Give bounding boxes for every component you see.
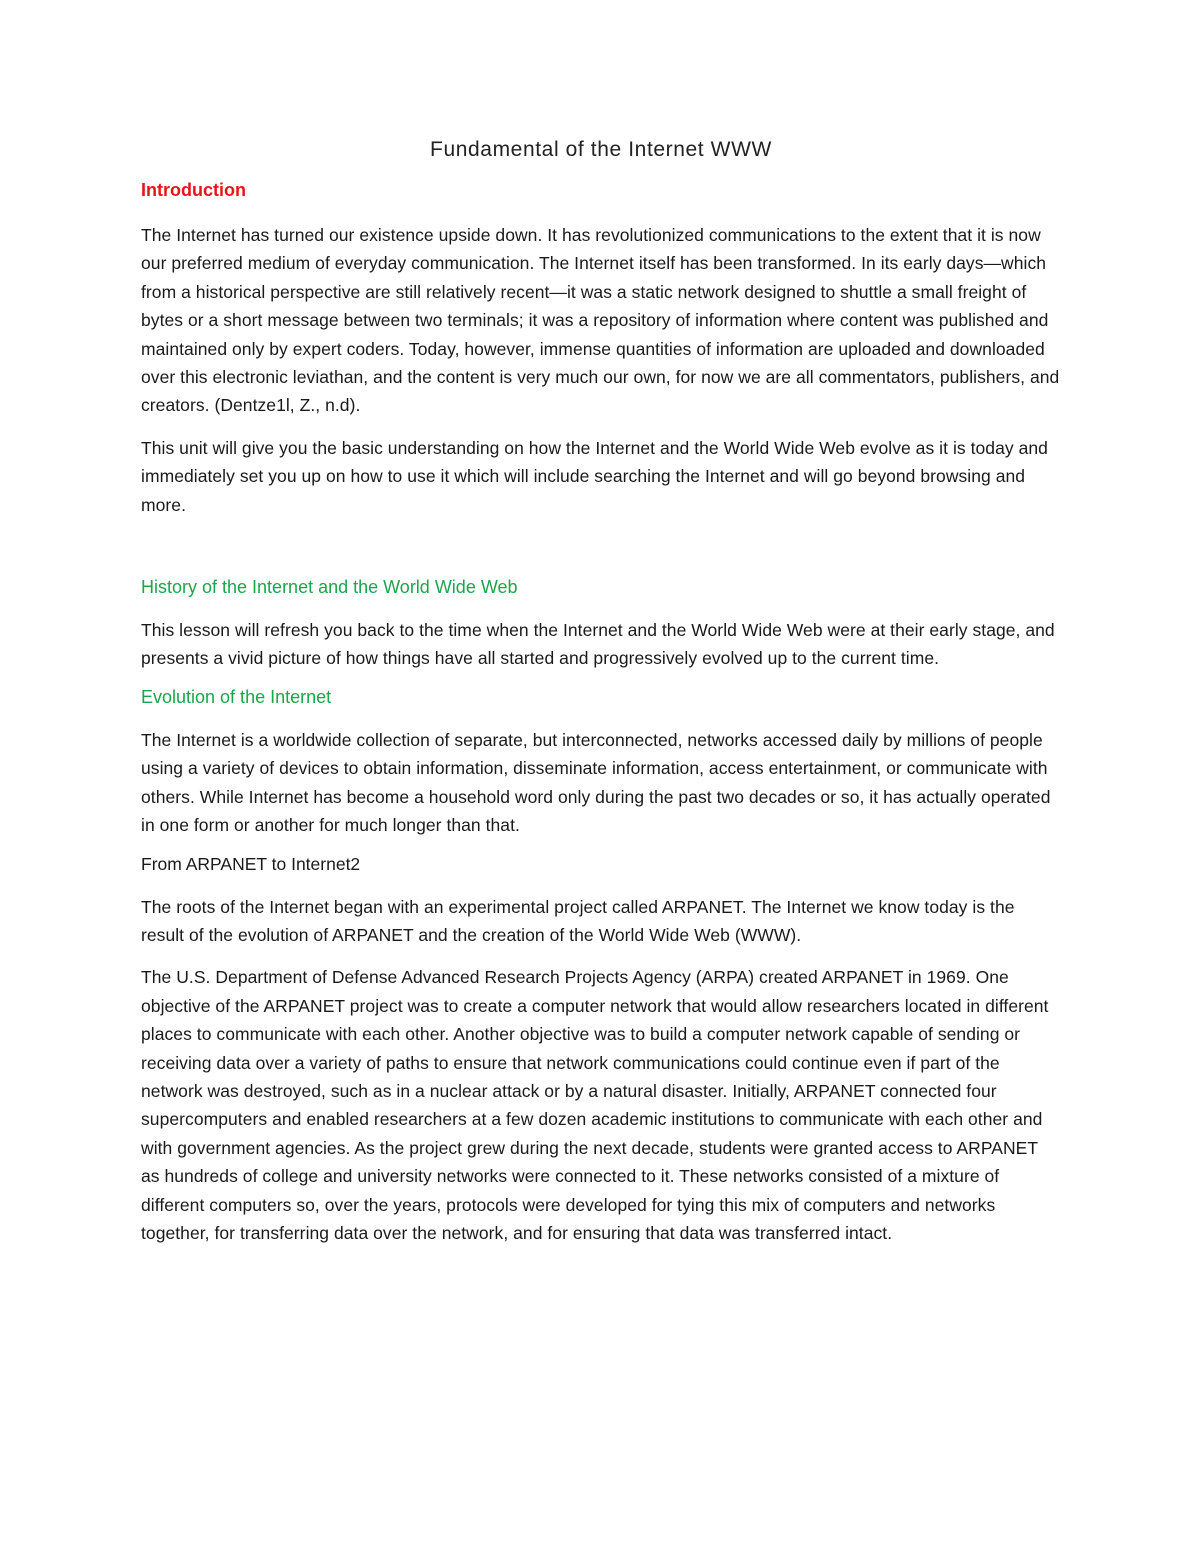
document-content [141, 138, 1061, 1261]
evolution-heading: Evolution of the Internet [141, 686, 332, 707]
introduction-paragraph-2: This unit will give you the basic understanding on how the Internet and the World Wide Web evolve as it is today and immediately set you up on how to use it which will include searching the Internet and will go beyond browsing and more. [141, 437, 1048, 515]
history-heading: History of the Internet and the World Wide Web [141, 577, 518, 598]
section-spacer [141, 533, 1061, 577]
arpanet-heading: From ARPANET to Internet2 [141, 853, 361, 874]
arpanet-paragraph-1: The roots of the Internet began with an experimental project called ARPANET. The Internet we know today is the result of the evolution of ARPANET and the creation of the World Wide Web (WWW). [141, 896, 1015, 945]
introduction-heading: Introduction [141, 180, 246, 200]
evolution-paragraph: The Internet is a worldwide collection of separate, but interconnected, networks accessed daily by millions of people using a variety of devices to obtain information, disseminate information, access entertainment, or communicate with others. While Internet has become a household word only during the past two decades or so, it has actually operated in one form or another for much longer than that. [141, 729, 1051, 836]
history-paragraph: This lesson will refresh you back to the time when the Internet and the World Wide Web were at their early stage, and presents a vivid picture of how things have all started and progressively evolved up to the current time. [141, 620, 1055, 669]
arpanet-paragraph-2: The U.S. Department of Defense Advanced Research Projects Agency (ARPA) created ARPANET in 1969. One objective of the ARPANET project was to create a computer network that would allow researchers located in different places to communicate with each other. Another objective was to build a computer network capable of sending or receiving data over a variety of paths to ensure that network communications could continue even if part of the network was destroyed, such as in a nuclear attack or by a natural disaster. Initially, ARPANET connected four supercomputers and enabled researchers at a few dozen academic institutions to communicate with each other and with government agencies. As the project grew during the next decade, students were granted access to ARPANET as hundreds of college and university networks were connected to it. These networks consisted of a mixture of different computers so, over the years, protocols were developed for tying this mix of computers and networks together, for transferring data over the network, and for ensuring that data was transferred intact. [141, 967, 1049, 1243]
document-title: Fundamental of the Internet WWW [430, 138, 772, 161]
introduction-paragraph-1: The Internet has turned our existence upside down. It has revolutionized communications to the extent that it is now our preferred medium of everyday communication. The Internet itself has been transformed. In its early days—which from a historical perspective are still relatively recent—it was a static network designed to shuttle a small freight of bytes or a short message between two terminals; it was a repository of information where content was published and maintained only by expert coders. Today, however, immense quantities of information are uploaded and downloaded over this electronic leviathan, and the content is very much our own, for now we are all commentators, publishers, and creators. (Dentze1l, Z., n.d). [141, 225, 1060, 416]
